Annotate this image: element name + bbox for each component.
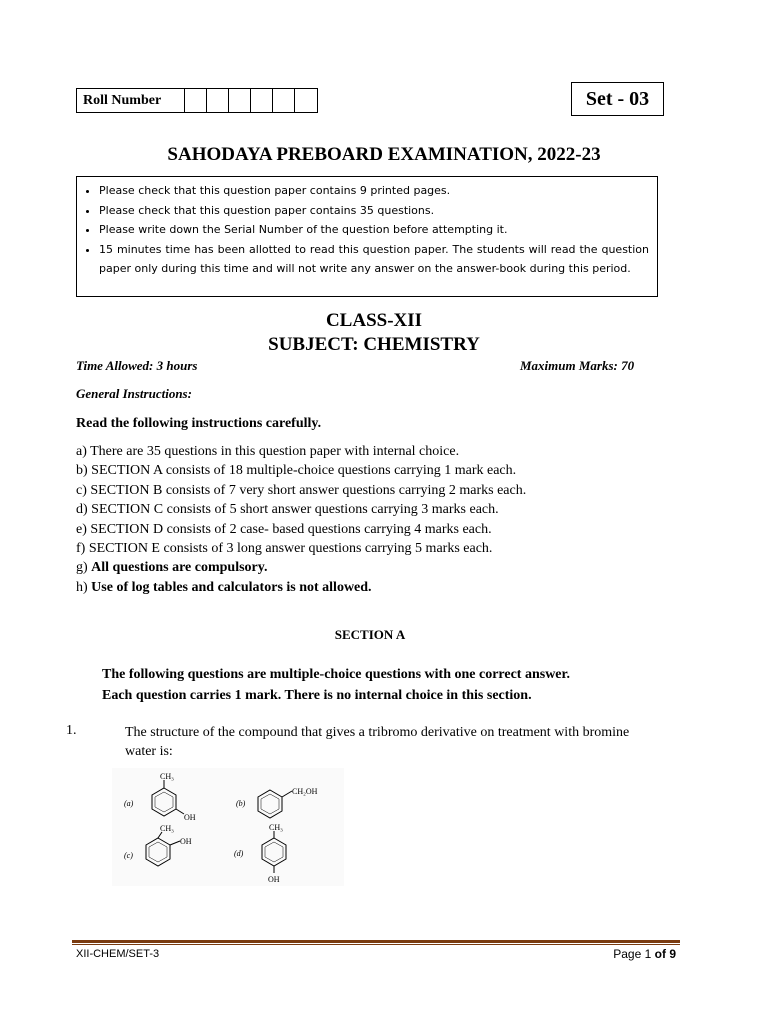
instruction-g-prefix: g) — [76, 560, 88, 576]
general-instructions-heading: General Instructions: — [76, 386, 192, 401]
option-d-oh: OH — [268, 875, 280, 884]
footer-of-word: of — [654, 947, 666, 961]
roll-number-cell — [273, 89, 295, 112]
option-d-ch3: CH₃ — [269, 823, 283, 832]
instruction-b: b) SECTION A consists of 18 multiple-choice questions carrying 1 mark each. — [76, 463, 517, 479]
footer-page-total: 9 — [669, 947, 676, 961]
instruction-item: • Please check that this question paper contains 9 printed pages. — [99, 181, 649, 201]
maximum-marks: Maximum Marks: 70 — [520, 358, 635, 373]
time-allowed: Time Allowed: 3 hours — [76, 358, 198, 373]
option-b-label: (b) — [236, 799, 246, 808]
option-a-oh: OH — [184, 813, 196, 822]
instruction-e: e) SECTION D consists of 2 case- based questions carrying 4 marks each. — [76, 521, 492, 537]
roll-number-cell — [229, 89, 251, 112]
option-b-ch2oh: CH₂OH — [292, 787, 318, 796]
footer-page-number — [600, 947, 676, 961]
instruction-h-text: Use of log tables and calculators is not allowed. — [91, 579, 372, 595]
instruction-item: • Please write down the Serial Number of the question before attempting it. — [99, 220, 649, 240]
instruction-list — [76, 442, 676, 597]
roll-number-cell — [295, 89, 317, 112]
read-carefully-note: Read the following instructions carefully. — [76, 416, 322, 431]
footer-rule — [72, 944, 680, 945]
subject-title: SUBJECT: CHEMISTRY — [268, 334, 480, 355]
section-intro-line: Each question carries 1 mark. There is no internal choice in this section. — [102, 688, 532, 703]
instruction-d: d) SECTION C consists of 5 short answer questions carrying 3 marks each. — [76, 502, 499, 518]
option-d-label: (d) — [234, 849, 244, 858]
roll-number-cell — [207, 89, 229, 112]
instruction-f: f) SECTION E consists of 3 long answer questions carrying 5 marks each. — [76, 541, 493, 557]
chemical-structures-figure — [112, 768, 344, 886]
instruction-item: • Please check that this question paper contains 35 questions. — [99, 201, 649, 221]
roll-number-cell — [251, 89, 273, 112]
roll-number-table — [76, 88, 318, 113]
instruction-g — [76, 558, 676, 577]
footer-paper-code: XII-CHEM/SET-3 — [76, 948, 160, 960]
set-number-box: Set - 03 — [571, 82, 664, 116]
section-intro-line: The following questions are multiple-choice questions with one correct answer. — [102, 667, 570, 682]
footer-page-current: 1 — [644, 947, 652, 961]
roll-number-cell — [185, 89, 207, 112]
instruction-a: a) There are 35 questions in this question paper with internal choice. — [76, 444, 460, 459]
preliminary-instructions-box — [76, 176, 658, 297]
option-a-label: (a) — [124, 799, 134, 808]
question-text: The structure of the compound that gives a tribromo derivative on treatment with bromine water is: — [125, 725, 630, 759]
option-c-ch3: CH₃ — [160, 824, 174, 833]
class-title: CLASS-XII — [325, 310, 423, 331]
roll-number-label: Roll Number — [77, 89, 185, 112]
instruction-item: • 15 minutes time has been allotted to read this question paper. The students will read the question paper only during this time and will not write any answer on the answer-book during this period. — [99, 240, 649, 279]
exam-title: SAHODAYA PREBOARD EXAMINATION, 2022-23 — [167, 144, 601, 165]
question-number: 1. — [66, 723, 77, 738]
option-a-ch3: CH₃ — [160, 772, 174, 781]
footer-rule — [72, 940, 680, 943]
instruction-g-text: All questions are compulsory. — [91, 560, 268, 576]
option-c-oh: OH — [180, 837, 192, 846]
section-a-title: SECTION A — [334, 627, 406, 642]
instruction-h-prefix: h) — [76, 579, 88, 595]
section-a-intro — [102, 664, 662, 706]
instruction-h — [76, 578, 676, 597]
footer-page-word: Page — [613, 947, 642, 961]
option-c-label: (c) — [124, 851, 133, 860]
figure-background — [112, 768, 344, 886]
instruction-c: c) SECTION B consists of 7 very short answer questions carrying 2 marks each. — [76, 482, 527, 498]
